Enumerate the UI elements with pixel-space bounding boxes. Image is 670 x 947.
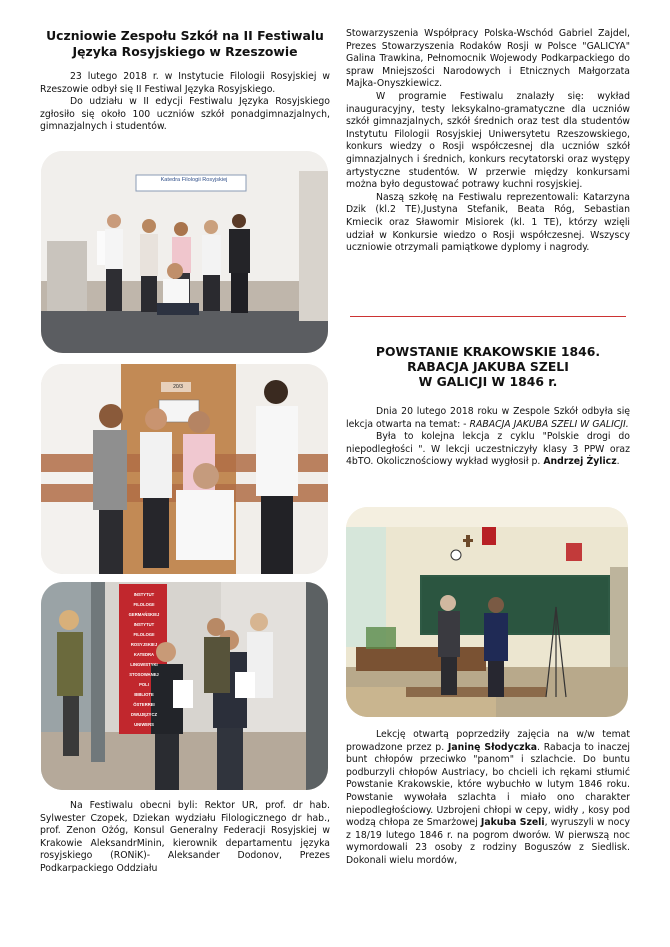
article2-body (346, 729, 630, 868)
photo-classroom (346, 507, 628, 717)
article2-p2-text: Była to kolejna lekcja z cyklu "Polskie drogi do niepodległości ". W lekcji uczestniczyły klasy 3 PPW oraz 4bTO. Okolicznościowy wykład wygłosił p. (346, 431, 630, 468)
article1-title-line2: Języka Rosyjskiego w Rzeszowie (72, 44, 298, 59)
lecturer-name: Andrzej Żylicz (543, 456, 617, 468)
teacher-name: Janinę Słodyczka (447, 741, 538, 753)
article2-title-line3: W GALICJI W 1846 r. (418, 374, 558, 389)
article2-title-line2: RABACJA JAKUBA SZELI (407, 359, 569, 374)
banner-text: INSTYTUT (133, 592, 155, 597)
banner-text: BIBLIOTE (134, 692, 154, 697)
banner-text: FILOLOGII GERMAŃSKIEJ (128, 602, 160, 617)
article1-paragraph-5: Naszą szkołę na Festiwalu reprezentowali: Katarzyna Dzik (kl.2 TE),Justyna Stefanik, Beata Róg, Sebastian Kmiecik oraz Sławomir Misiorek (kl. 1 TE), którzy wzięli udział w Konkursie wiedzo o Rosji współczesnej. Wszyscy uczniowie otrzymali pamiątkowe dyplomy i nagrody. (346, 191, 630, 254)
banner-text: DWUJĘZYCZ (130, 712, 158, 717)
photo-group-door (41, 364, 328, 574)
article2-lesson-topic: RABACJA JAKUBA SZELI W GALICJI. (469, 418, 629, 430)
banner-text: INSTYTUT (133, 622, 155, 627)
left-bottom-text (40, 800, 330, 876)
article2-paragraph-1 (346, 406, 630, 431)
article2-paragraph-2 (346, 431, 630, 469)
photo3-banner-texts (120, 590, 168, 730)
article2-paragraph-3 (346, 729, 630, 868)
photo-group-banners (41, 582, 328, 790)
banner-text: ÖSTERREI (133, 702, 155, 707)
right-column (346, 28, 630, 255)
banner-text: FILOLOGII ROSYJSKIEJ (130, 632, 158, 647)
banner-text: POLI (139, 682, 149, 687)
article2-p3-text-a: Lekcję otwartą poprzedziły zajęcia na w/w temat prowadzone przez p. (346, 729, 630, 753)
leader-name: Jakuba Szeli (480, 817, 545, 829)
article2-title (346, 344, 630, 389)
banner-text: KATEDRA (133, 652, 155, 657)
article2-p2-end: . (616, 456, 620, 468)
article2-p3-text-c: , wyruszyli w nocy z 18/19 lutego 1846 r. na pogrom dworów. W pierwszą noc wymordowali 23 osoby z rodziny Boguszów z Siedlisk. Dokonali wielu mordów, (346, 817, 630, 866)
article2-title-line1: POWSTANIE KRAKOWSKIE 1846. (375, 344, 601, 359)
article1-title-line1: Uczniowie Zespołu Szkół na II Festiwalu (46, 28, 324, 43)
article1-paragraph-3: Na Festiwalu obecni byli: Rektor UR, prof. dr hab. Sylwester Czopek, Dziekan wydziału Filologicznego dr hab., prof. Zenon Ożóg, Konsul Generalny Federacji Rosyjskiej w Krakowie AleksandrMinin, kierownik departamentu języka rosyjskiego (RONiK)- Aleksander Dodonov, Prezes Podkarpackiego Oddziału (40, 800, 330, 874)
article1-paragraph-3-continued: Stowarzyszenia Współpracy Polska-Wschód Gabriel Zajdel, Prezes Stowarzyszenia Rodaków Rosji w Polsce "GALICYA" Galina Trawkina, Pełnomocnik Wojewody Podkarpackiego do spraw Mniejszości Narodowych i Etnicznych Małgorzata Majka-Onyszkiewicz. (346, 28, 630, 90)
article-separator (350, 316, 626, 317)
left-column (40, 28, 330, 134)
article1-paragraph-1: 23 lutego 2018 r. w Instytucie Filologii Rosyjskiej w Rzeszowie odbył się II Festiwal Języka Rosyjskiego. (40, 71, 330, 95)
article2-p3-text-b: . Rabacja to inaczej bunt chłopów przeciwko "panom" i szlachcie. Do buntu podburzyli chłopów Austriacy, bo chcieli ich rękami stłumić Powstanie Krakowskie, które wybuchło w lutym 1846 roku. Powstanie wywołała szlachta i miało ono charakter niepodległościowy. Uzbrojeni chłopi w cepy, widły , kosy pod wodzą chłopa ze Smarżowej (346, 741, 630, 829)
banner-text: LINGWISTYKI STOSOWANEJ (129, 662, 159, 677)
photo1-sign-text: Katedra Filologii Rosyjskiej (160, 177, 228, 183)
article2-intro (346, 406, 630, 469)
article1-title (40, 28, 330, 60)
banner-text: UNIWERS (134, 722, 154, 727)
photo2-door-number: 20/3 (173, 384, 183, 390)
article2-p1-text: Dnia 20 lutego 2018 roku w Zespole Szkół odbyła się lekcja otwarta na temat: - (346, 406, 630, 430)
article1-paragraph-4: W programie Festiwalu znalazły się: wykład inauguracyjny, testy leksykalno-gramatyczne dla uczniów szkół gimnazjalnych, szkół średnich oraz test dla studentów Instytutu Filologii Rosyjskiej Uniwersytetu Rzeszowskiego, konkurs wiedzy o Rosji współczesnej dla uczniów szkół gimnazjalnych i średnich, konkurs recytatorski oraz występy artystyczne studentów. W przerwie między konkursami można było degustować potrawy kuchni rosyjskiej. (346, 90, 630, 191)
article1-paragraph-2: Do udziału w II edycji Festiwalu Języka Rosyjskiego zgłosiło się około 100 uczniów szkół ponadgimnazjalnych, gimnazjalnych i studentów. (40, 96, 330, 133)
